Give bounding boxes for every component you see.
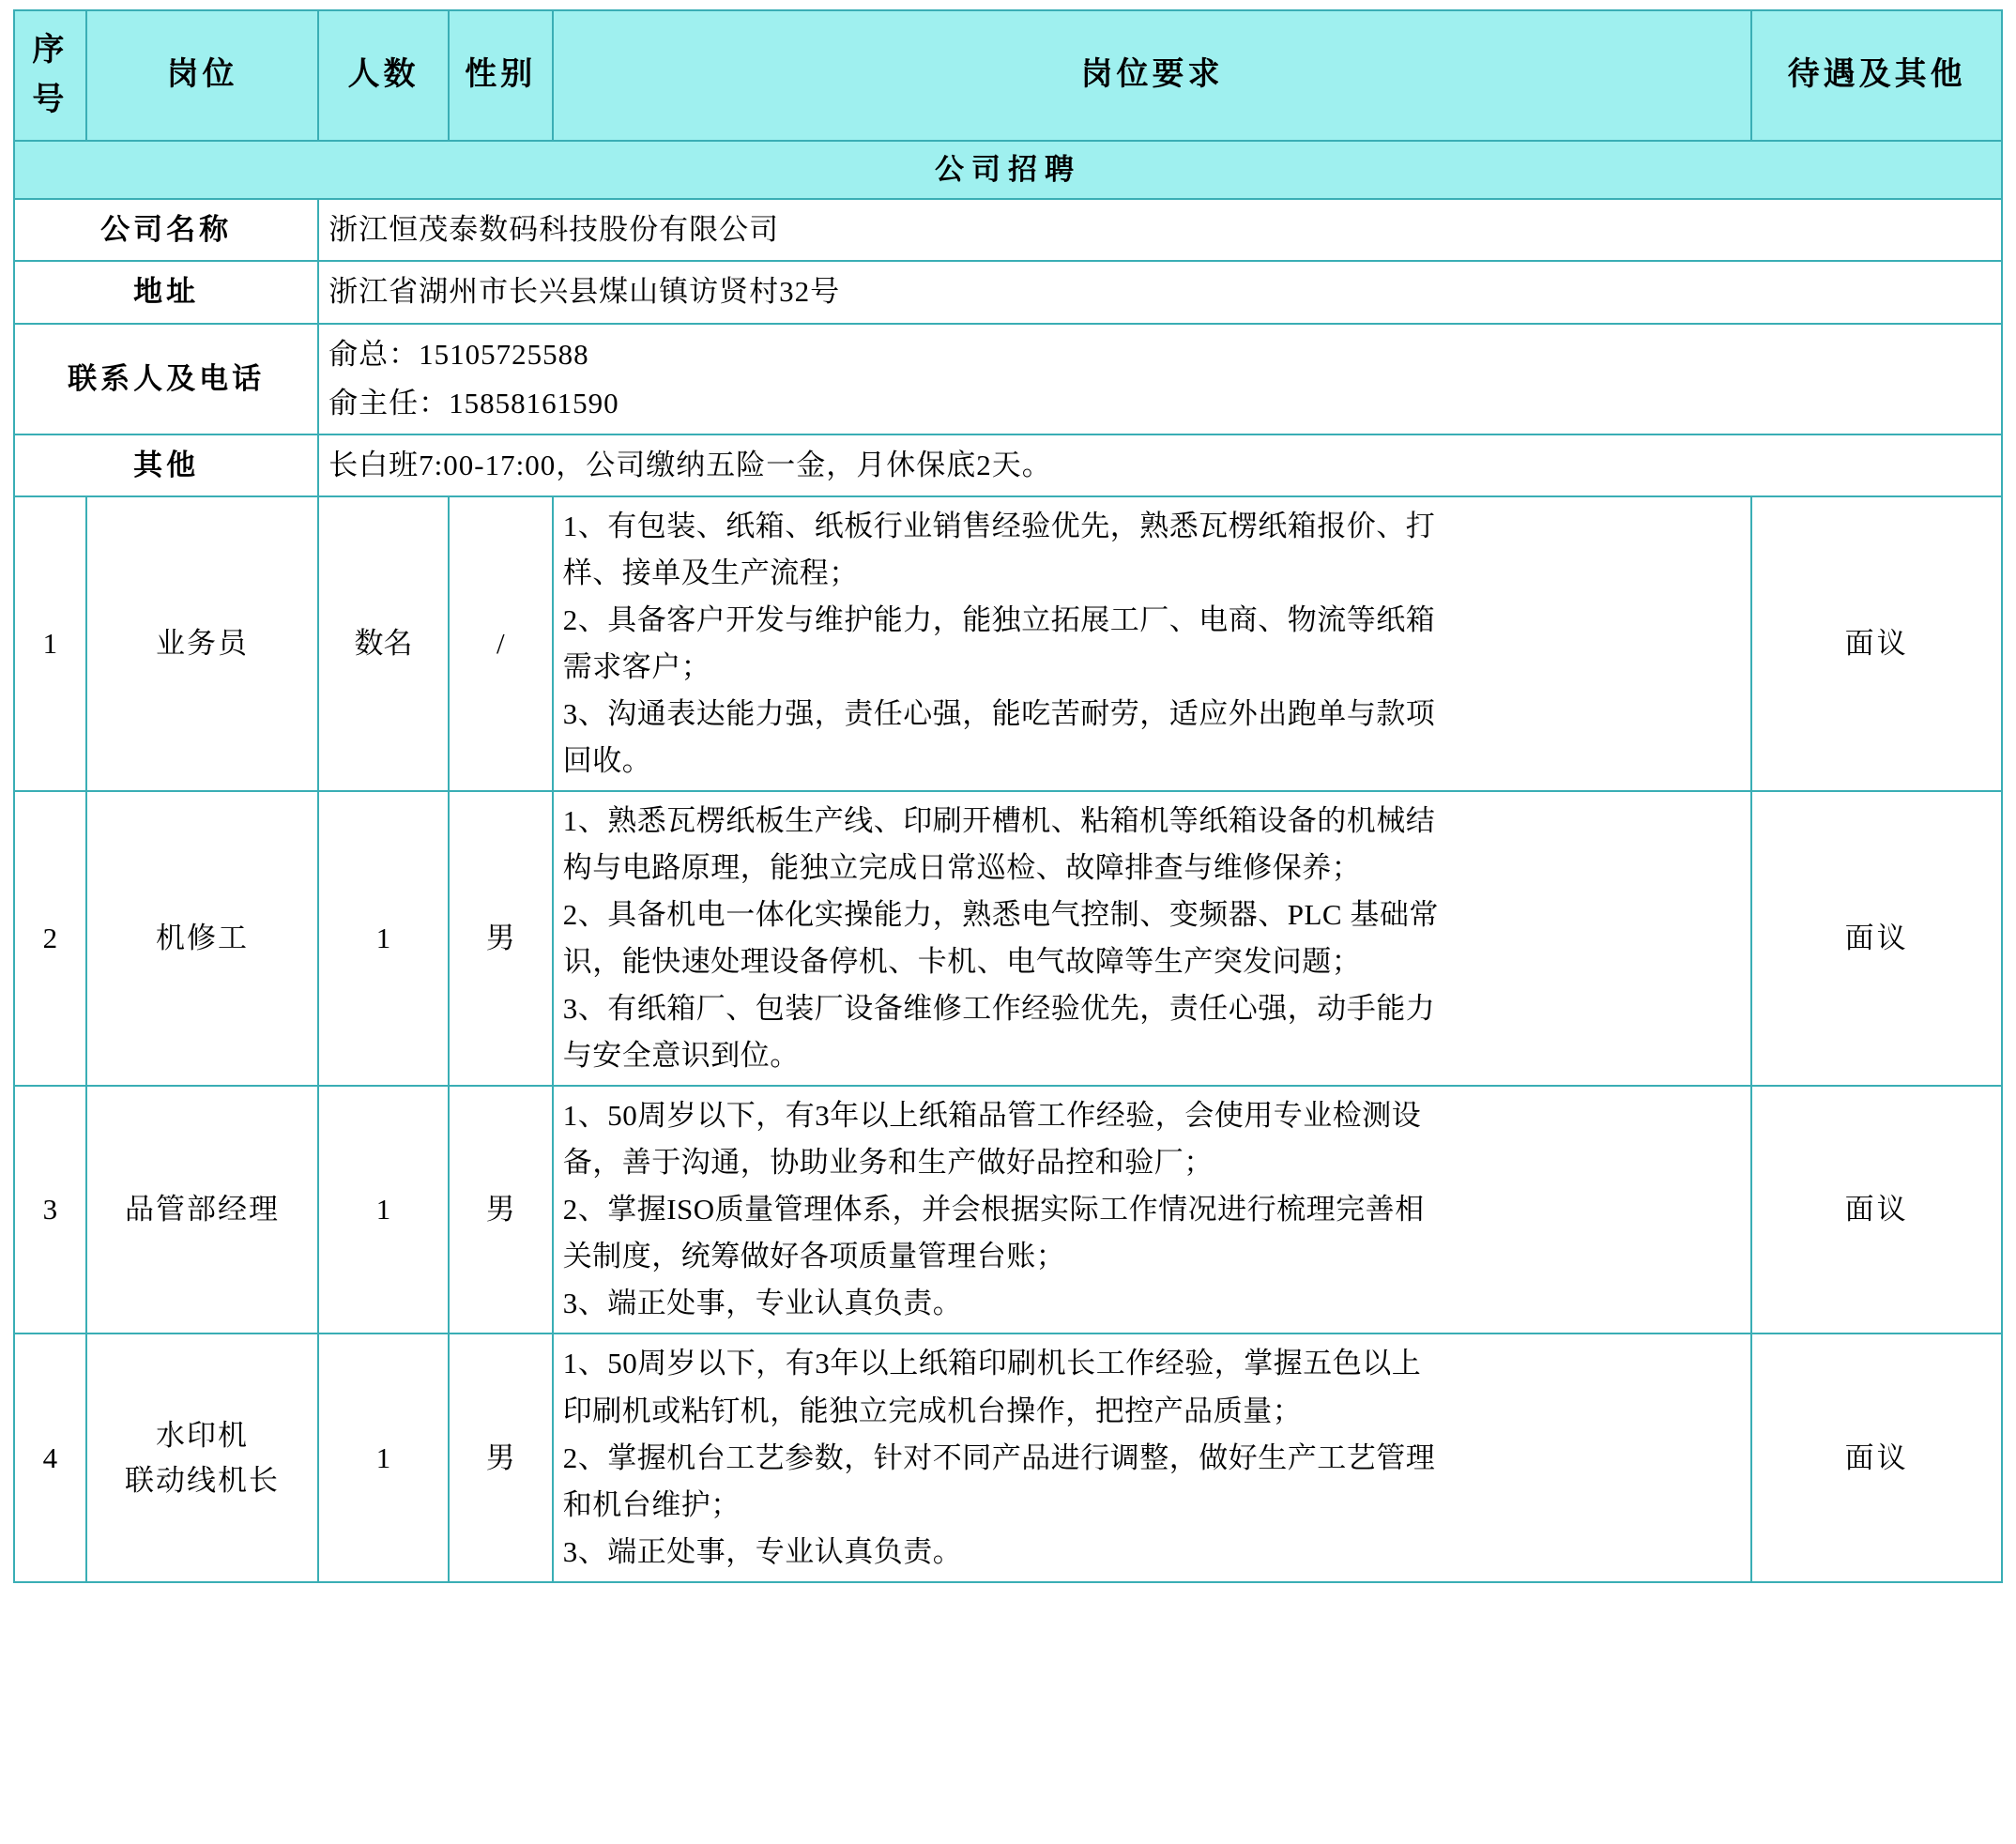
- cell-index: 3: [14, 1086, 86, 1333]
- cell-pay: 面议: [1751, 1086, 2002, 1333]
- column-header-post: 岗位: [86, 10, 318, 141]
- cell-post: [86, 496, 318, 791]
- cell-post: [86, 1333, 318, 1581]
- requirement-line: 备，善于沟通，协助业务和生产做好品控和验厂；: [562, 1146, 1214, 1180]
- cell-gender: 男: [449, 1086, 553, 1333]
- requirement-line: 关制度，统筹做好各项质量管理台账；: [562, 1240, 1066, 1273]
- column-header-pay: 待遇及其他: [1751, 10, 2002, 141]
- requirement-line: 和机台维护；: [562, 1487, 741, 1521]
- info-line: 浙江省湖州市长兴县煤山镇访贤村32号: [328, 275, 841, 309]
- cell-post: [86, 1086, 318, 1333]
- cell-gender: 男: [449, 1333, 553, 1581]
- cell-post: [86, 791, 318, 1086]
- post-line: 水印机: [155, 1418, 249, 1452]
- info-line: 俞总：15105725588: [328, 337, 589, 371]
- info-row-contact: [14, 324, 2002, 434]
- column-header-requirement: 岗位要求: [553, 10, 1752, 141]
- cell-requirement: [553, 1086, 1752, 1333]
- info-line: 俞主任：15858161590: [328, 386, 619, 419]
- requirement-line: 2、掌握机台工艺参数，针对不同产品进行调整，做好生产工艺管理: [562, 1440, 1436, 1474]
- info-label-contact: 联系人及电话: [14, 324, 318, 434]
- table-body: [14, 496, 2002, 1582]
- info-value-company: [318, 199, 2002, 261]
- requirement-line: 与安全意识到位。: [562, 1039, 800, 1073]
- requirement-line: 样、接单及生产流程；: [562, 556, 859, 589]
- info-line: 长白班7:00-17:00，公司缴纳五险一金，月休保底2天。: [328, 448, 1052, 481]
- post-line: 业务员: [155, 626, 249, 660]
- cell-index: 2: [14, 791, 86, 1086]
- cell-pay: 面议: [1751, 791, 2002, 1086]
- cell-gender: 男: [449, 791, 553, 1086]
- requirement-line: 回收。: [562, 743, 652, 777]
- requirement-line: 2、具备机电一体化实操能力，熟悉电气控制、变频器、PLC 基础常: [562, 898, 1439, 932]
- cell-gender: /: [449, 496, 553, 791]
- cell-index: 4: [14, 1333, 86, 1581]
- info-label-address: 地址: [14, 261, 318, 323]
- column-header-gender: 性别: [449, 10, 553, 141]
- info-value-address: [318, 261, 2002, 323]
- post-line: 机修工: [155, 922, 249, 955]
- info-row-other: [14, 434, 2002, 496]
- requirement-line: 1、熟悉瓦楞纸板生产线、印刷开槽机、粘箱机等纸箱设备的机械结: [562, 803, 1436, 837]
- requirement-line: 需求客户；: [562, 649, 711, 683]
- info-value-contact: [318, 324, 2002, 434]
- post-line: 品管部经理: [124, 1193, 280, 1227]
- requirement-line: 2、掌握ISO质量管理体系，并会根据实际工作情况进行梳理完善相: [562, 1193, 1425, 1227]
- cell-requirement: [553, 1333, 1752, 1581]
- requirement-line: 2、具备客户开发与维护能力，能独立拓展工厂、电商、物流等纸箱: [562, 602, 1436, 636]
- info-label-company: 公司名称: [14, 199, 318, 261]
- requirement-line: 印刷机或粘钉机，能独立完成机台操作，把控产品质量；: [562, 1394, 1303, 1427]
- requirement-line: 3、沟通表达能力强，责任心强，能吃苦耐劳，适应外出跑单与款项: [562, 696, 1436, 730]
- info-row-address: [14, 261, 2002, 323]
- cell-pay: 面议: [1751, 496, 2002, 791]
- requirement-line: 构与电路原理，能独立完成日常巡检、故障排查与维修保养；: [562, 850, 1362, 884]
- requirement-line: 3、端正处事，专业认真负责。: [562, 1287, 963, 1320]
- requirement-line: 3、有纸箱厂、包装厂设备维修工作经验优先，责任心强，动手能力: [562, 992, 1436, 1026]
- cell-count: 1: [318, 791, 449, 1086]
- table-row: [14, 496, 2002, 791]
- cell-index: 1: [14, 496, 86, 791]
- column-header-index: 序号: [14, 10, 86, 141]
- post-line: 联动线机长: [124, 1463, 280, 1497]
- requirement-line: 1、50周岁以下，有3年以上纸箱印刷机长工作经验，掌握五色以上: [562, 1347, 1422, 1380]
- info-line: 浙江恒茂泰数码科技股份有限公司: [328, 213, 780, 247]
- cell-pay: 面议: [1751, 1333, 2002, 1581]
- requirement-line: 3、端正处事，专业认真负责。: [562, 1534, 963, 1568]
- cell-requirement: [553, 496, 1752, 791]
- table-row: [14, 1333, 2002, 1581]
- cell-count: 1: [318, 1333, 449, 1581]
- info-row-company: [14, 199, 2002, 261]
- requirement-line: 识，能快速处理设备停机、卡机、电气故障等生产突发问题；: [562, 945, 1362, 979]
- table-row: [14, 791, 2002, 1086]
- requirement-line: 1、50周岁以下，有3年以上纸箱品管工作经验，会使用专业检测设: [562, 1099, 1422, 1133]
- table-header-row: [14, 10, 2002, 141]
- column-header-count: 人数: [318, 10, 449, 141]
- title-row: [14, 141, 2002, 199]
- page-title: 公司招聘: [14, 141, 2002, 199]
- cell-count: 1: [318, 1086, 449, 1333]
- cell-requirement: [553, 791, 1752, 1086]
- cell-count: 数名: [318, 496, 449, 791]
- table-row: [14, 1086, 2002, 1333]
- recruitment-table: [13, 9, 2003, 1583]
- info-label-other: 其他: [14, 434, 318, 496]
- requirement-line: 1、有包装、纸箱、纸板行业销售经验优先，熟悉瓦楞纸箱报价、打: [562, 509, 1436, 542]
- info-value-other: [318, 434, 2002, 496]
